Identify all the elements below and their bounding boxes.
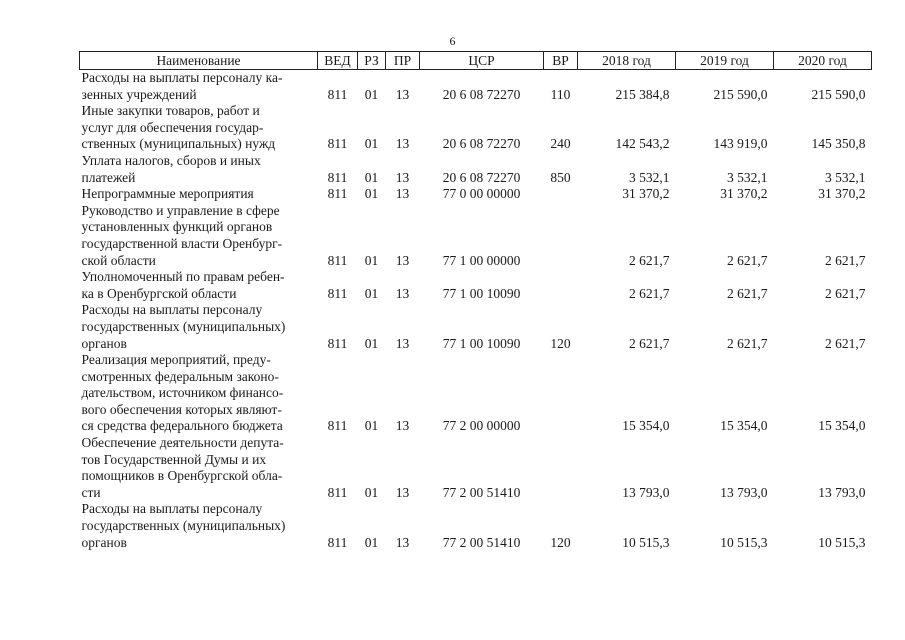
header-name: Наименование <box>80 52 318 70</box>
row-rz: 01 <box>364 285 379 301</box>
row-pr: 13 <box>395 484 410 500</box>
row-2019: 2 621,7 <box>727 335 768 351</box>
table-row <box>80 70 872 104</box>
header-2020: 2020 год <box>774 52 872 70</box>
row-rz: 01 <box>364 484 379 500</box>
row-2018: 2 621,7 <box>629 252 670 268</box>
row-name: Расходы на выплаты персоналу государственных (муниципальных) органов <box>81 501 286 550</box>
row-vr <box>544 352 578 435</box>
page-number: 6 <box>449 34 456 48</box>
row-2020: 10 515,3 <box>818 534 866 550</box>
row-name: Реализация мероприятий, преду- смотренных федеральным законо- дательством, источником финансо- вого обеспечения которых являют- ся средства федерального бюджета <box>81 352 284 434</box>
row-vr <box>544 203 578 269</box>
row-pr: 13 <box>395 335 410 351</box>
row-2019: 13 793,0 <box>720 484 768 500</box>
row-2018: 2 621,7 <box>629 285 670 301</box>
row-ved: 811 <box>327 534 348 550</box>
row-rz: 01 <box>364 252 379 268</box>
table-header-row <box>80 52 872 70</box>
row-rz: 01 <box>364 335 379 351</box>
row-csr: 77 1 00 00000 <box>442 252 521 268</box>
row-2019: 3 532,1 <box>727 169 768 185</box>
row-name: Расходы на выплаты персоналу государственных (муниципальных) органов <box>81 302 286 351</box>
row-pr: 13 <box>395 169 410 185</box>
row-name: Непрограммные мероприятия <box>81 186 254 202</box>
header-pr: ПР <box>386 52 420 70</box>
row-2019: 143 919,0 <box>713 136 768 152</box>
row-csr: 77 0 00 00000 <box>442 186 521 202</box>
row-2018: 15 354,0 <box>622 418 670 434</box>
row-2020: 2 621,7 <box>825 285 866 301</box>
row-ved: 811 <box>327 285 348 301</box>
row-rz: 01 <box>364 418 379 434</box>
row-2019: 215 590,0 <box>713 86 768 102</box>
row-name: Уплата налогов, сборов и иных платежей <box>81 152 261 185</box>
row-2020: 215 590,0 <box>811 86 866 102</box>
header-ved: ВЕД <box>318 52 358 70</box>
row-name: Расходы на выплаты персоналу ка- зенных учреждений <box>81 70 283 102</box>
row-csr: 77 1 00 10090 <box>442 335 521 351</box>
header-rz: РЗ <box>358 52 386 70</box>
row-ved: 811 <box>327 335 348 351</box>
row-2018: 31 370,2 <box>622 186 670 202</box>
table-row <box>80 501 872 551</box>
row-rz: 01 <box>364 186 379 202</box>
row-2020: 2 621,7 <box>825 252 866 268</box>
row-2019: 15 354,0 <box>720 418 768 434</box>
row-2018: 215 384,8 <box>615 86 670 102</box>
row-vr: 850 <box>550 169 571 185</box>
row-2018: 3 532,1 <box>629 169 670 185</box>
row-2019: 2 621,7 <box>727 285 768 301</box>
row-vr: 240 <box>550 136 571 152</box>
row-ved: 811 <box>327 136 348 152</box>
table-row <box>80 269 872 302</box>
row-2020: 13 793,0 <box>818 484 866 500</box>
row-pr: 13 <box>395 534 410 550</box>
row-ved: 811 <box>327 186 348 202</box>
row-csr: 20 6 08 72270 <box>442 136 521 152</box>
row-name: Уполномоченный по правам ребен- ка в Оренбургской области <box>81 269 285 301</box>
row-csr: 20 6 08 72270 <box>442 86 521 102</box>
row-pr: 13 <box>395 252 410 268</box>
table-row <box>80 352 872 435</box>
row-csr: 77 2 00 51410 <box>442 484 521 500</box>
header-csr: ЦСР <box>420 52 544 70</box>
row-vr: 120 <box>550 335 571 351</box>
row-2020: 15 354,0 <box>818 418 866 434</box>
row-vr <box>544 435 578 501</box>
header-vr: ВР <box>544 52 578 70</box>
row-rz: 01 <box>364 534 379 550</box>
row-ved: 811 <box>327 86 348 102</box>
budget-table <box>79 51 872 551</box>
row-ved: 811 <box>327 484 348 500</box>
table-row <box>80 203 872 269</box>
row-ved: 811 <box>327 169 348 185</box>
row-2019: 2 621,7 <box>727 252 768 268</box>
row-2020: 145 350,8 <box>811 136 866 152</box>
row-2020: 31 370,2 <box>818 186 866 202</box>
row-ved: 811 <box>327 252 348 268</box>
table-row <box>80 186 872 203</box>
row-vr: 110 <box>550 86 571 102</box>
row-csr: 20 6 08 72270 <box>442 169 521 185</box>
header-2019: 2019 год <box>676 52 774 70</box>
row-rz: 01 <box>364 86 379 102</box>
row-rz: 01 <box>364 169 379 185</box>
row-pr: 13 <box>395 136 410 152</box>
row-csr: 77 1 00 10090 <box>442 285 521 301</box>
row-pr: 13 <box>395 285 410 301</box>
row-2019: 31 370,2 <box>720 186 768 202</box>
header-2018: 2018 год <box>578 52 676 70</box>
row-vr <box>544 269 578 302</box>
row-2018: 2 621,7 <box>629 335 670 351</box>
row-pr: 13 <box>395 86 410 102</box>
row-vr <box>544 186 578 203</box>
row-2018: 142 543,2 <box>615 136 670 152</box>
row-csr: 77 2 00 00000 <box>442 418 521 434</box>
row-2020: 3 532,1 <box>825 169 866 185</box>
row-name: Руководство и управление в сфере установленных функций органов государственной власти Оренбург- ской области <box>81 202 283 268</box>
table-row <box>80 435 872 501</box>
row-pr: 13 <box>395 418 410 434</box>
row-2019: 10 515,3 <box>720 534 768 550</box>
table-row <box>80 153 872 186</box>
row-ved: 811 <box>327 418 348 434</box>
table-row <box>80 103 872 153</box>
row-2018: 13 793,0 <box>622 484 670 500</box>
row-csr: 77 2 00 51410 <box>442 534 521 550</box>
row-name: Иные закупки товаров, работ и услуг для обеспечения государ- ственных (муниципальных) нужд <box>81 103 276 152</box>
row-2018: 10 515,3 <box>622 534 670 550</box>
row-name: Обеспечение деятельности депута- тов Государственной Думы и их помощников в Оренбургской обла- сти <box>81 435 284 500</box>
row-rz: 01 <box>364 136 379 152</box>
row-vr: 120 <box>550 534 571 550</box>
row-2020: 2 621,7 <box>825 335 866 351</box>
row-pr: 13 <box>395 186 410 202</box>
table-row <box>80 302 872 352</box>
